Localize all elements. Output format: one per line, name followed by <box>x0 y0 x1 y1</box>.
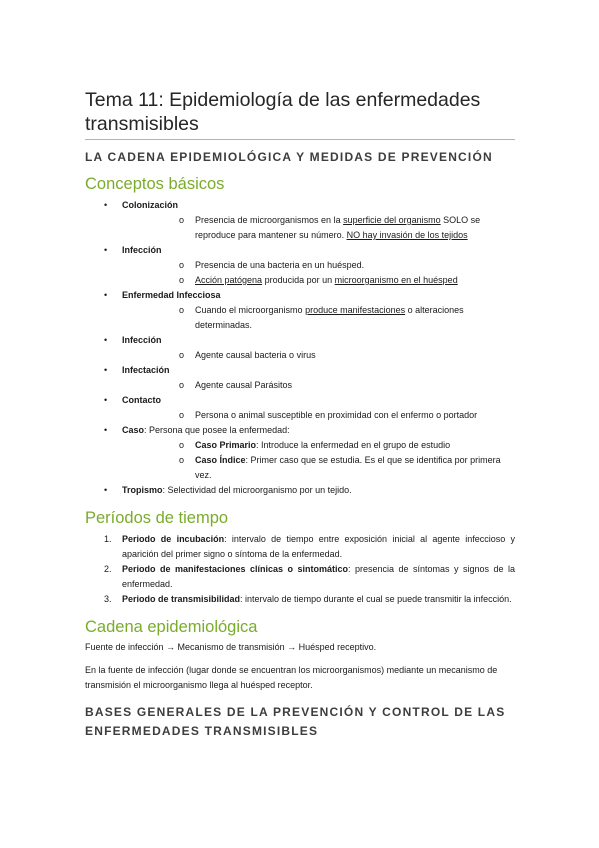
sub-list-item: o Presencia de microorganismos en la superficie del organismo SOLO se reproduce para mantener su número. NO hay invasión de los tejidos <box>179 215 481 240</box>
list-item: • Infectación o Agente causal Parásitos <box>85 363 515 393</box>
list-item: • Enfermedad Infecciosa o Cuando el microorganismo produce manifestaciones o alteraciones determinadas. <box>85 288 515 333</box>
list-item: • Infección o Agente causal bacteria o virus <box>85 333 515 363</box>
title-rule <box>85 139 515 140</box>
document-page <box>85 88 515 741</box>
list-item: • Contacto o Persona o animal susceptible en proximidad con el enfermo o portador <box>85 393 515 423</box>
sub-list-item: o Agente causal Parásitos <box>122 378 515 393</box>
sub-bullet-icon: o <box>179 455 185 465</box>
section-heading-cadena: LA CADENA EPIDEMIOLÓGICA Y MEDIDAS DE PREVENCIÓN <box>85 150 493 164</box>
list-item: 2. Periodo de manifestaciones clínicas o sintomático: presencia de síntomas y signos de la enfermedad. <box>104 564 515 589</box>
cadena-flow: Fuente de infección → Mecanismo de transmisión → Huésped receptivo. <box>85 641 377 652</box>
list-item: 3. Periodo de transmisibilidad: intervalo de tiempo durante el cual se puede transmitir la infección. <box>104 594 512 604</box>
sub-bullet-icon: o <box>179 440 185 450</box>
cadena-paragraph: En la fuente de infección (lugar donde se encuentran los microorganismos) mediante un mecanismo de transmisión el microorganismo llega al huésped receptor. <box>85 664 498 690</box>
list-item: 1. Periodo de incubación: intervalo de tiempo entre exposición inicial al agente infeccioso y aparición del primer signo o síntoma de la enfermedad. <box>104 534 516 559</box>
sub-bullet-icon: o <box>179 260 185 270</box>
bullet-icon: • <box>104 425 108 435</box>
conceptos-list <box>85 198 515 498</box>
sub-list-item: o Caso Primario: Introduce la enfermedad en el grupo de estudio <box>122 438 515 453</box>
sub-list-item: o Cuando el microorganismo produce manifestaciones o alteraciones determinadas. <box>179 305 464 330</box>
bullet-icon: • <box>104 395 108 405</box>
section-heading-bases: BASES GENERALES DE LA PREVENCIÓN Y CONTROL DE LAS ENFERMEDADES TRANSMISIBLES <box>85 704 506 738</box>
list-item: • Infección o Presencia de una bacteria en un huésped. o Acción patógena producida por un microorganismo en el huésped <box>85 243 515 288</box>
sub-list-item: o Persona o animal susceptible en proximidad con el enfermo o portador <box>122 408 515 423</box>
page-title: Tema 11: Epidemiología de las enfermedades transmisibles <box>85 89 481 135</box>
bullet-icon: • <box>104 485 108 495</box>
heading-periodos: Períodos de tiempo <box>85 509 229 527</box>
heading-conceptos: Conceptos básicos <box>85 175 225 193</box>
list-item: • Tropismo: Selectividad del microorganismo por un tejido. <box>85 483 515 498</box>
sub-bullet-icon: o <box>179 215 185 225</box>
sub-bullet-icon: o <box>179 380 185 390</box>
sub-list-item: o Presencia de una bacteria en un huésped. <box>122 258 515 273</box>
sub-bullet-icon: o <box>179 275 185 285</box>
bullet-icon: • <box>104 200 108 210</box>
bullet-icon: • <box>104 365 108 375</box>
sub-list-item: o Caso Índice: Primer caso que se estudia. Es el que se identifica por primera vez. <box>179 455 501 480</box>
bullet-icon: • <box>104 335 108 345</box>
list-item: • Caso: Persona que posee la enfermedad: o Caso Primario: Introduce la enfermedad en el grupo de estudio o Caso Índice: Primer caso que se estudia. Es el que se identifica por primera vez. <box>85 423 515 483</box>
sub-bullet-icon: o <box>179 305 185 315</box>
bullet-icon: • <box>104 290 108 300</box>
bullet-icon: • <box>104 245 108 255</box>
sub-list-item: o Agente causal bacteria o virus <box>122 348 515 363</box>
heading-cadena: Cadena epidemiológica <box>85 617 258 636</box>
list-item: • Colonización o Presencia de microorganismos en la superficie del organismo SOLO se reproduce para mantener su número. NO hay invasión de los tejidos <box>85 198 515 243</box>
sub-bullet-icon: o <box>179 410 185 420</box>
periodos-list <box>85 532 515 607</box>
sub-list-item: o Acción patógena producida por un microorganismo en el huésped <box>122 273 515 288</box>
sub-bullet-icon: o <box>179 350 185 360</box>
